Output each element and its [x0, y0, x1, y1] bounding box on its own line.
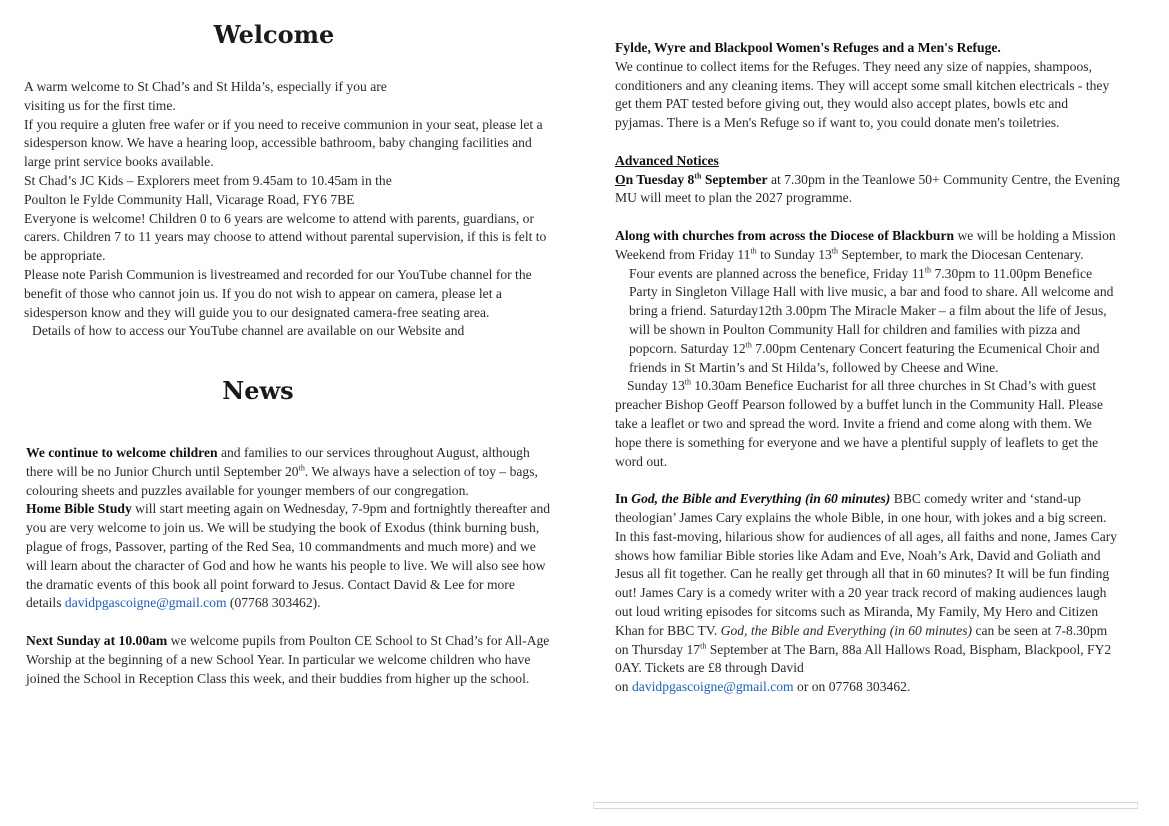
- sunday-text: Sunday 13: [627, 378, 685, 394]
- sunday-notice: [615, 377, 1120, 471]
- mu-text: at 7.30pm in the Teanlowe 50+ Community Centre, the Evening MU will meet to plan the 2027 programme.: [615, 171, 1120, 206]
- news-bold: Next Sunday at 10.00am: [26, 632, 168, 648]
- superscript: th: [684, 377, 692, 387]
- welcome-paragraph: Everyone is welcome! Children 0 to 6 years are welcome to attend with parents, guardians, or carers. Children 7 to 11 years may choose to attend without parental supervision, if this is felt to be appropriate.: [24, 210, 547, 264]
- welcome-paragraph: If you require a gluten free wafer or if you need to receive communion in your seat, please let a sidesperson know. We have a hearing loop, accessible bathroom, baby changing facilities and large print service books available.: [24, 116, 543, 170]
- email-link[interactable]: davidpgascoigne@gmail.com: [632, 679, 794, 695]
- superscript: th: [750, 246, 757, 256]
- events-text: 7.00pm Centenary Concert featuring the Ecumenical Choir and friends in St Martin’s and St Hilda’s, followed by Cheese and Wine.: [629, 340, 1100, 375]
- news-paragraph-next-sunday: [26, 632, 551, 688]
- superscript: th: [694, 171, 702, 181]
- news-title: News: [222, 376, 294, 405]
- show-notice: [615, 490, 1120, 697]
- news-text: will start meeting again on Wednesday, 7-9pm and fortnightly thereafter and you are very welcome to join us. We will be studying the book of Exodus (think burning bush, plague of frogs, Passover, parting of the Red Sea, 10 commandments and much more) and we will learn about the character of God and how he wants his people to live. We will also see how the dramatic events of this book all point forward to Jesus. Contact David & Lee for more: [26, 501, 551, 592]
- show-bold: In: [615, 491, 632, 507]
- news-paragraph-children: [26, 444, 551, 500]
- mission-bold: Along with churches from across the Diocese of Blackburn: [615, 227, 955, 243]
- mission-notice: [615, 227, 1120, 265]
- refuges-heading: [615, 39, 1120, 58]
- show-title-italic: God, the Bible and Everything (in 60 minutes): [720, 622, 973, 638]
- advanced-heading-text: Advanced Notices: [615, 152, 719, 168]
- mission-text: September, to mark the Diocesan Centenary.: [838, 246, 1084, 262]
- welcome-line: St Chad’s JC Kids – Explorers meet from 9.45am to 10.45am in the: [24, 172, 392, 188]
- superscript: th: [831, 246, 839, 256]
- news-text: we welcome pupils from Poulton CE School to St Chad’s for All-Age Worship at the beginning of a new School Year. In particular we welcome children who have joined the School in Reception Class this week, and their buddies from higher up the school.: [26, 632, 550, 686]
- welcome-line: visiting us for the first time.: [24, 97, 176, 113]
- news-bold: Home Bible Study: [26, 501, 132, 517]
- welcome-title: Welcome: [213, 20, 335, 49]
- mu-bold: O: [615, 171, 626, 187]
- news-text: and families to our services throughout August, although there will be no Junior Church until September 20: [26, 445, 530, 479]
- welcome-line: Poulton le Fylde Community Hall, Vicarage Road, FY6 7BE: [24, 191, 355, 207]
- show-text: can be seen at 7-8.30pm on Thursday 17: [615, 622, 1108, 657]
- mission-text: to Sunday 13: [756, 246, 832, 262]
- events-text: Four events are planned across the benefice, Friday 11: [629, 265, 925, 281]
- page-bottom-border: [593, 802, 1138, 809]
- news-body: [26, 444, 551, 688]
- events-notice: [615, 265, 1120, 378]
- news-paragraph-bible-study: [26, 500, 551, 613]
- welcome-line: A warm welcome to St Chad’s and St Hilda’s, especially if you are: [24, 79, 387, 94]
- events-text: 7.30pm to 11.00pm Benefice Party in Singleton Village Hall with live music, a bar and food to share. All welcome and bring a friend. Saturday12th 3.00pm The Miracle Maker – a film about the life of Jesus, will be shown in Poulton Community Hall for children and families with pizza and popcorn. Saturday 12: [629, 265, 1114, 356]
- sunday-text: 10.30am Benefice Eucharist for all three churches in St Chad’s with guest preacher Bishop Geoff Pearson followed by a buffet lunch in the Community Hall. Please take a leaflet or two and spread the word. Invite a friend and come along with them. We hope there is something for everyone and we have a plentiful supply of leaflets to get the word out.: [615, 378, 1104, 469]
- advanced-notices-heading: [615, 152, 1120, 171]
- show-text: BBC comedy writer and ‘stand-up theologian’ James Cary explains the whole Bible, in one hour, with jokes and a big screen. In this fast-moving, hilarious show for audiences of all ages, all faiths and none, James Cary shows how familiar Bible stories like Adam and Eve, Noah’s Ark, David and Goliath and Jesus all fit together. Can he really get through all that in 60 minutes? It will be fun finding out! James Cary is a comedy writer with a 20 year track record of making audiences laugh out loud writing episodes for sitcoms such as Miranda, My Family, My Hero and Citizen Khan for BBC TV.: [615, 491, 1118, 638]
- news-text: (07768 303462).: [226, 595, 321, 611]
- show-title: God, the Bible and Everything (in 60 minutes): [631, 491, 891, 507]
- right-column: [615, 39, 1120, 697]
- show-text: or on 07768 303462.: [793, 679, 911, 695]
- refuges-heading-text: Fylde, Wyre and Blackpool Women's Refuges and a Men's Refuge.: [615, 40, 1001, 55]
- welcome-paragraph: Please note Parish Communion is livestreamed and recorded for our YouTube channel for the benefit of those who cannot join us. If you do not wish to appear on camera, please let a sidesperson know and they will guide you to our designated camera-free seating area.: [24, 266, 532, 320]
- superscript: th: [745, 340, 752, 350]
- superscript: th: [298, 463, 305, 473]
- welcome-body: [24, 78, 559, 346]
- mu-bold: September: [701, 171, 768, 187]
- news-bold: We continue to welcome children: [26, 445, 218, 460]
- superscript: th: [924, 265, 932, 275]
- show-text: on: [615, 679, 632, 695]
- show-text: September at The Barn, 88a All Hallows Road, Bispham, Blackpool, FY2 0AY. Tickets are £8 through David: [615, 641, 1112, 676]
- welcome-line: Details of how to access our YouTube channel are available on our Website and: [32, 323, 465, 339]
- refuges-body: We continue to collect items for the Refuges. They need any size of nappies, shampoos, conditioners and any cleaning items. They will accept some small kitchen electricals - they get them PAT tested before giving out, they would also accept plates, bowls etc and pyjamas. There is a Men's Refuge so if want to, you could donate men's toiletries.: [615, 58, 1110, 131]
- mu-notice: [615, 171, 1120, 209]
- news-text: details: [26, 595, 65, 611]
- superscript: th: [700, 640, 707, 650]
- mission-text: we will be holding a Mission Weekend from Friday 11: [615, 227, 1116, 262]
- news-text: . We always have a selection of toy – bags, colouring sheets and puzzles available for younger members of our congregation.: [26, 463, 538, 498]
- email-link[interactable]: davidpgascoigne@gmail.com: [64, 595, 227, 611]
- mu-bold: n Tuesday 8: [625, 171, 695, 187]
